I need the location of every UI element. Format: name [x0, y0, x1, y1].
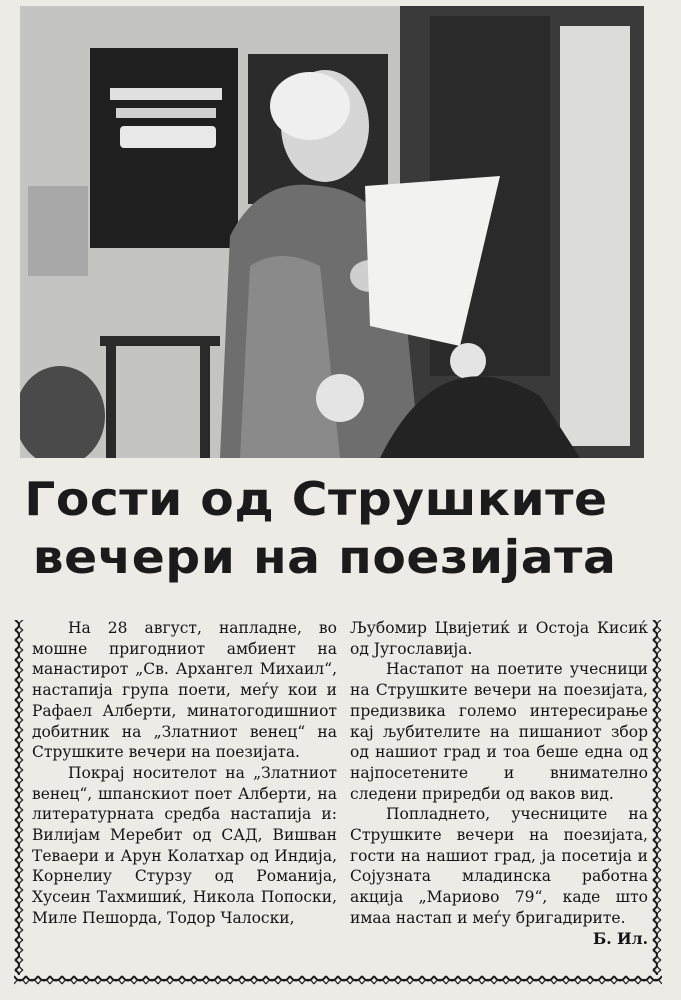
headline-line-1: Гости од Струшките	[24, 472, 608, 526]
article-paragraph: Попладнето, учесниците на Струшките вечери на поезијата, гости на нашиот град, ја посетија и Сојузната младинска работна акција „Мариово 79“, каде што имаа настап и меѓу бригадирите.	[350, 805, 648, 927]
article-paragraph: Покрај носителот на „Златниот венец“, шпанскиот поет Алберти, на литературната средба настапија и: Вилијам Меребит од САД, Вишван Теваери и Арун Колатхар од Индија, Корнелиу Стурзу од Романија, Хусеин Тахмишиќ, Никола Попоски, Миле Пешорда, Тодор Чалоски,	[32, 763, 337, 927]
article-column-left	[32, 618, 337, 929]
headline	[20, 470, 681, 586]
article-column-right	[350, 618, 648, 949]
article-paragraph: На 28 август, напладне, во мошне пригодниот амбиент на манастирот „Св. Архангел Михаил“, настапија група поети, меѓу кои и Рафаел Алберти, минатогодишниот добитник на „Златниот венец“ на Струшките вечери на поезијата.	[32, 619, 337, 762]
photo-image	[20, 6, 644, 458]
ornamental-border-right	[652, 620, 662, 975]
ornamental-border-bottom	[14, 974, 662, 986]
article-photo	[20, 6, 644, 458]
article-paragraph: Настапот на поетите учесници на Струшките вечери на поезијата, предизвика големо интересирање кај љубителите на пишаниот збор од нашиот град и тоа беше една од најпосетените и внимателно следени приредби од ваков вид.	[350, 660, 648, 803]
article-paragraph-continued: Љубомир Цвијетиќ и Остоја Кисиќ од Југославија.	[350, 619, 648, 658]
headline-line-2: вечери на поезијата	[32, 530, 617, 584]
author-signature: Б. Ил.	[592, 928, 648, 948]
ornamental-border-left	[14, 620, 24, 975]
